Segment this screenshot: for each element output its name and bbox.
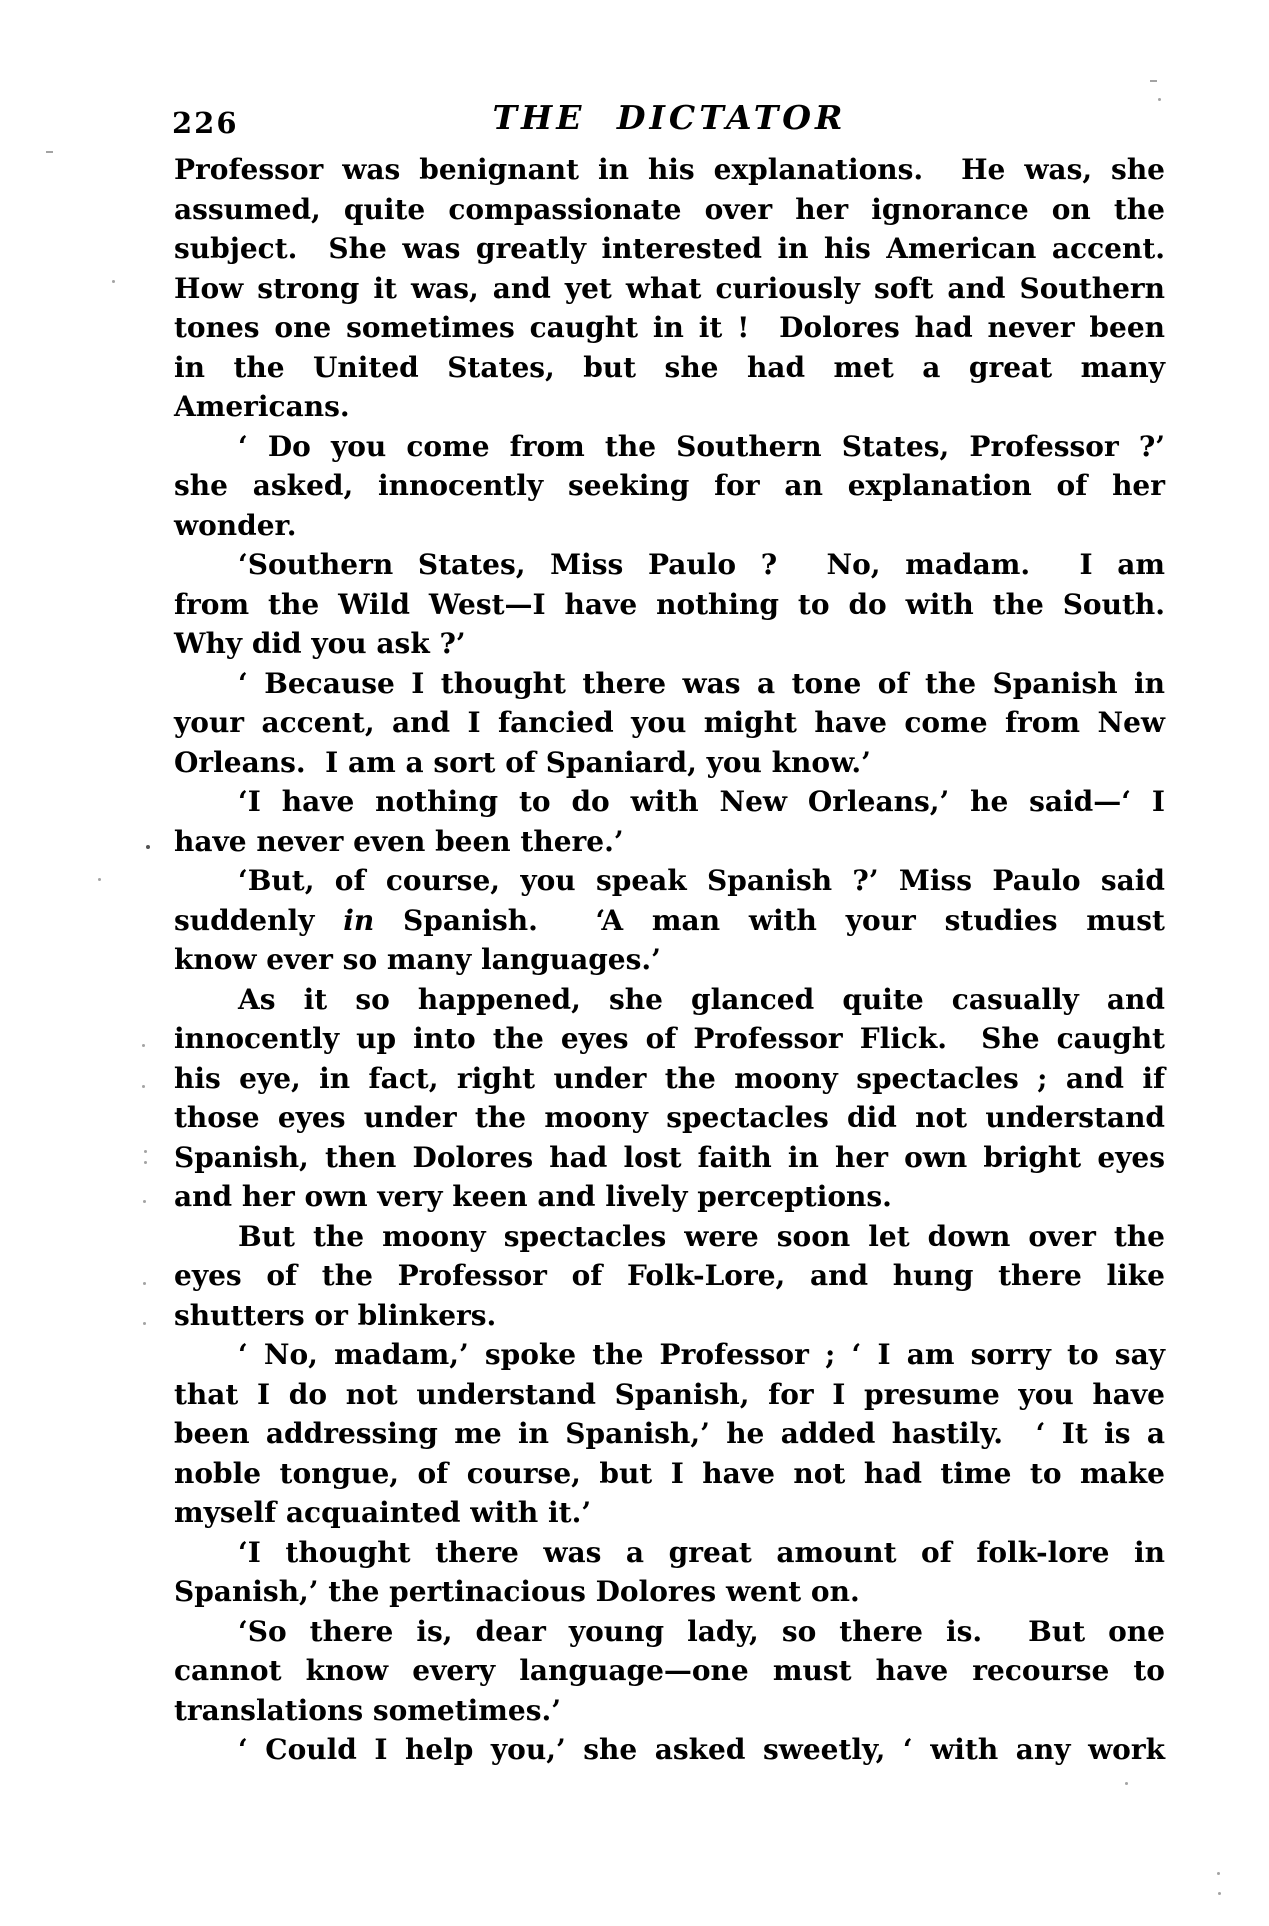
paragraph	[174, 427, 1165, 546]
paragraph	[174, 861, 1165, 980]
paragraph	[174, 545, 1165, 664]
text-line: ‘ Do you come from the Southern States, Professor ?’	[238, 429, 1165, 463]
text-line: How strong it was, and yet what curiously soft and Southern	[174, 271, 1165, 305]
paragraph	[174, 980, 1165, 1217]
text-line: subject. She was greatly interested in his American accent.	[174, 232, 1165, 265]
text-block	[174, 150, 1165, 1770]
text-line: from the Wild West—I have nothing to do with the South.	[174, 587, 1165, 621]
text-line: ‘ Could I help you,’ she asked sweetly, ‘ with any work	[238, 1733, 1165, 1766]
scan-speck	[98, 878, 101, 881]
scan-speck	[1218, 1892, 1221, 1895]
text-line: been addressing me in Spanish,’ he added hastily. ‘ It is a	[174, 1417, 1165, 1450]
paragraph	[174, 782, 1165, 861]
text-line: myself acquainted with it.’	[174, 1496, 592, 1529]
text-line: shutters or blinkers.	[174, 1298, 497, 1332]
text-line: innocently up into the eyes of Professor Flick. She caught	[174, 1022, 1165, 1055]
scan-speck	[143, 1322, 146, 1325]
text-line: But the moony spectacles were soon let down over the	[238, 1219, 1165, 1253]
text-line: she asked, innocently seeking for an explanation of her	[174, 469, 1165, 502]
page-number: 226	[172, 106, 239, 140]
text-line: ‘ Because I thought there was a tone of the Spanish in	[238, 666, 1165, 700]
text-line: and her own very keen and lively perceptions.	[174, 1180, 892, 1213]
paragraph	[174, 1612, 1165, 1731]
text-segment: suddenly	[174, 903, 344, 937]
scan-speck	[143, 1200, 146, 1203]
scan-speck	[1158, 98, 1161, 101]
paragraph	[174, 1533, 1165, 1612]
text-line: translations sometimes.’	[174, 1693, 561, 1727]
text-segment: Spanish. ‘A man with your studies must	[374, 903, 1165, 937]
text-line: ‘I thought there was a great amount of folk-lore in	[238, 1535, 1165, 1569]
scan-speck	[1217, 1872, 1220, 1875]
text-line: Spanish, then Dolores had lost faith in her own bright eyes	[174, 1140, 1165, 1174]
paragraph	[174, 1335, 1165, 1533]
text-line	[174, 901, 1165, 941]
text-line: Why did you ask ?’	[174, 627, 466, 660]
paragraph	[174, 1730, 1165, 1770]
text-line: wonder.	[174, 508, 297, 542]
text-line: know ever so many languages.’	[174, 943, 661, 976]
paragraph	[174, 664, 1165, 783]
scan-speck	[142, 1044, 145, 1047]
text-line: those eyes under the moony spectacles did not understand	[174, 1101, 1165, 1134]
text-line: tones one sometimes caught in it ! Dolores had never been	[174, 311, 1165, 344]
running-title: THE DICTATOR	[492, 98, 847, 137]
text-line: As it so happened, she glanced quite casually and	[238, 982, 1165, 1016]
text-line: ‘But, of course, you speak Spanish ?’ Miss Paulo said	[238, 864, 1165, 897]
scan-speck	[1150, 80, 1157, 82]
text-line: eyes of the Professor of Folk-Lore, and hung there like	[174, 1259, 1165, 1292]
text-line: Orleans. I am a sort of Spaniard, you know.’	[174, 745, 871, 779]
paragraph	[174, 150, 1165, 427]
text-line: that I do not understand Spanish, for I presume you have	[174, 1377, 1165, 1411]
scan-speck	[142, 1085, 145, 1088]
text-line: have never even been there.’	[174, 824, 624, 858]
text-line: his eye, in fact, right under the moony spectacles ; and if	[174, 1061, 1165, 1095]
text-line: Spanish,’ the pertinacious Dolores went on.	[174, 1575, 860, 1608]
text-line: ‘I have nothing to do with New Orleans,’ he said—‘ I	[238, 785, 1165, 818]
text-line: ‘ No, madam,’ spoke the Professor ; ‘ I am sorry to say	[238, 1338, 1165, 1371]
scan-speck	[46, 151, 53, 153]
scan-speck	[1125, 1782, 1128, 1785]
text-line: assumed, quite compassionate over her ignorance on the	[174, 192, 1165, 226]
scan-speck	[144, 1161, 147, 1164]
scan-speck	[144, 1150, 147, 1153]
text-line: your accent, and I fancied you might have come from New	[174, 706, 1165, 739]
text-line: ‘Southern States, Miss Paulo ? No, madam. I am	[238, 548, 1165, 581]
scan-speck	[143, 1282, 146, 1285]
italic-word: in	[343, 903, 375, 937]
text-line: ‘So there is, dear young lady, so there is. But one	[238, 1614, 1165, 1648]
text-line: cannot know every language—one must have recourse to	[174, 1654, 1165, 1687]
scan-speck	[112, 280, 115, 283]
text-line: Americans.	[174, 390, 350, 423]
text-line: in the United States, but she had met a great many	[174, 350, 1165, 384]
text-line: Professor was benignant in his explanations. He was, she	[174, 153, 1165, 186]
scan-speck	[146, 845, 150, 849]
text-line: noble tongue, of course, but I have not had time to make	[174, 1456, 1165, 1490]
paragraph	[174, 1217, 1165, 1336]
